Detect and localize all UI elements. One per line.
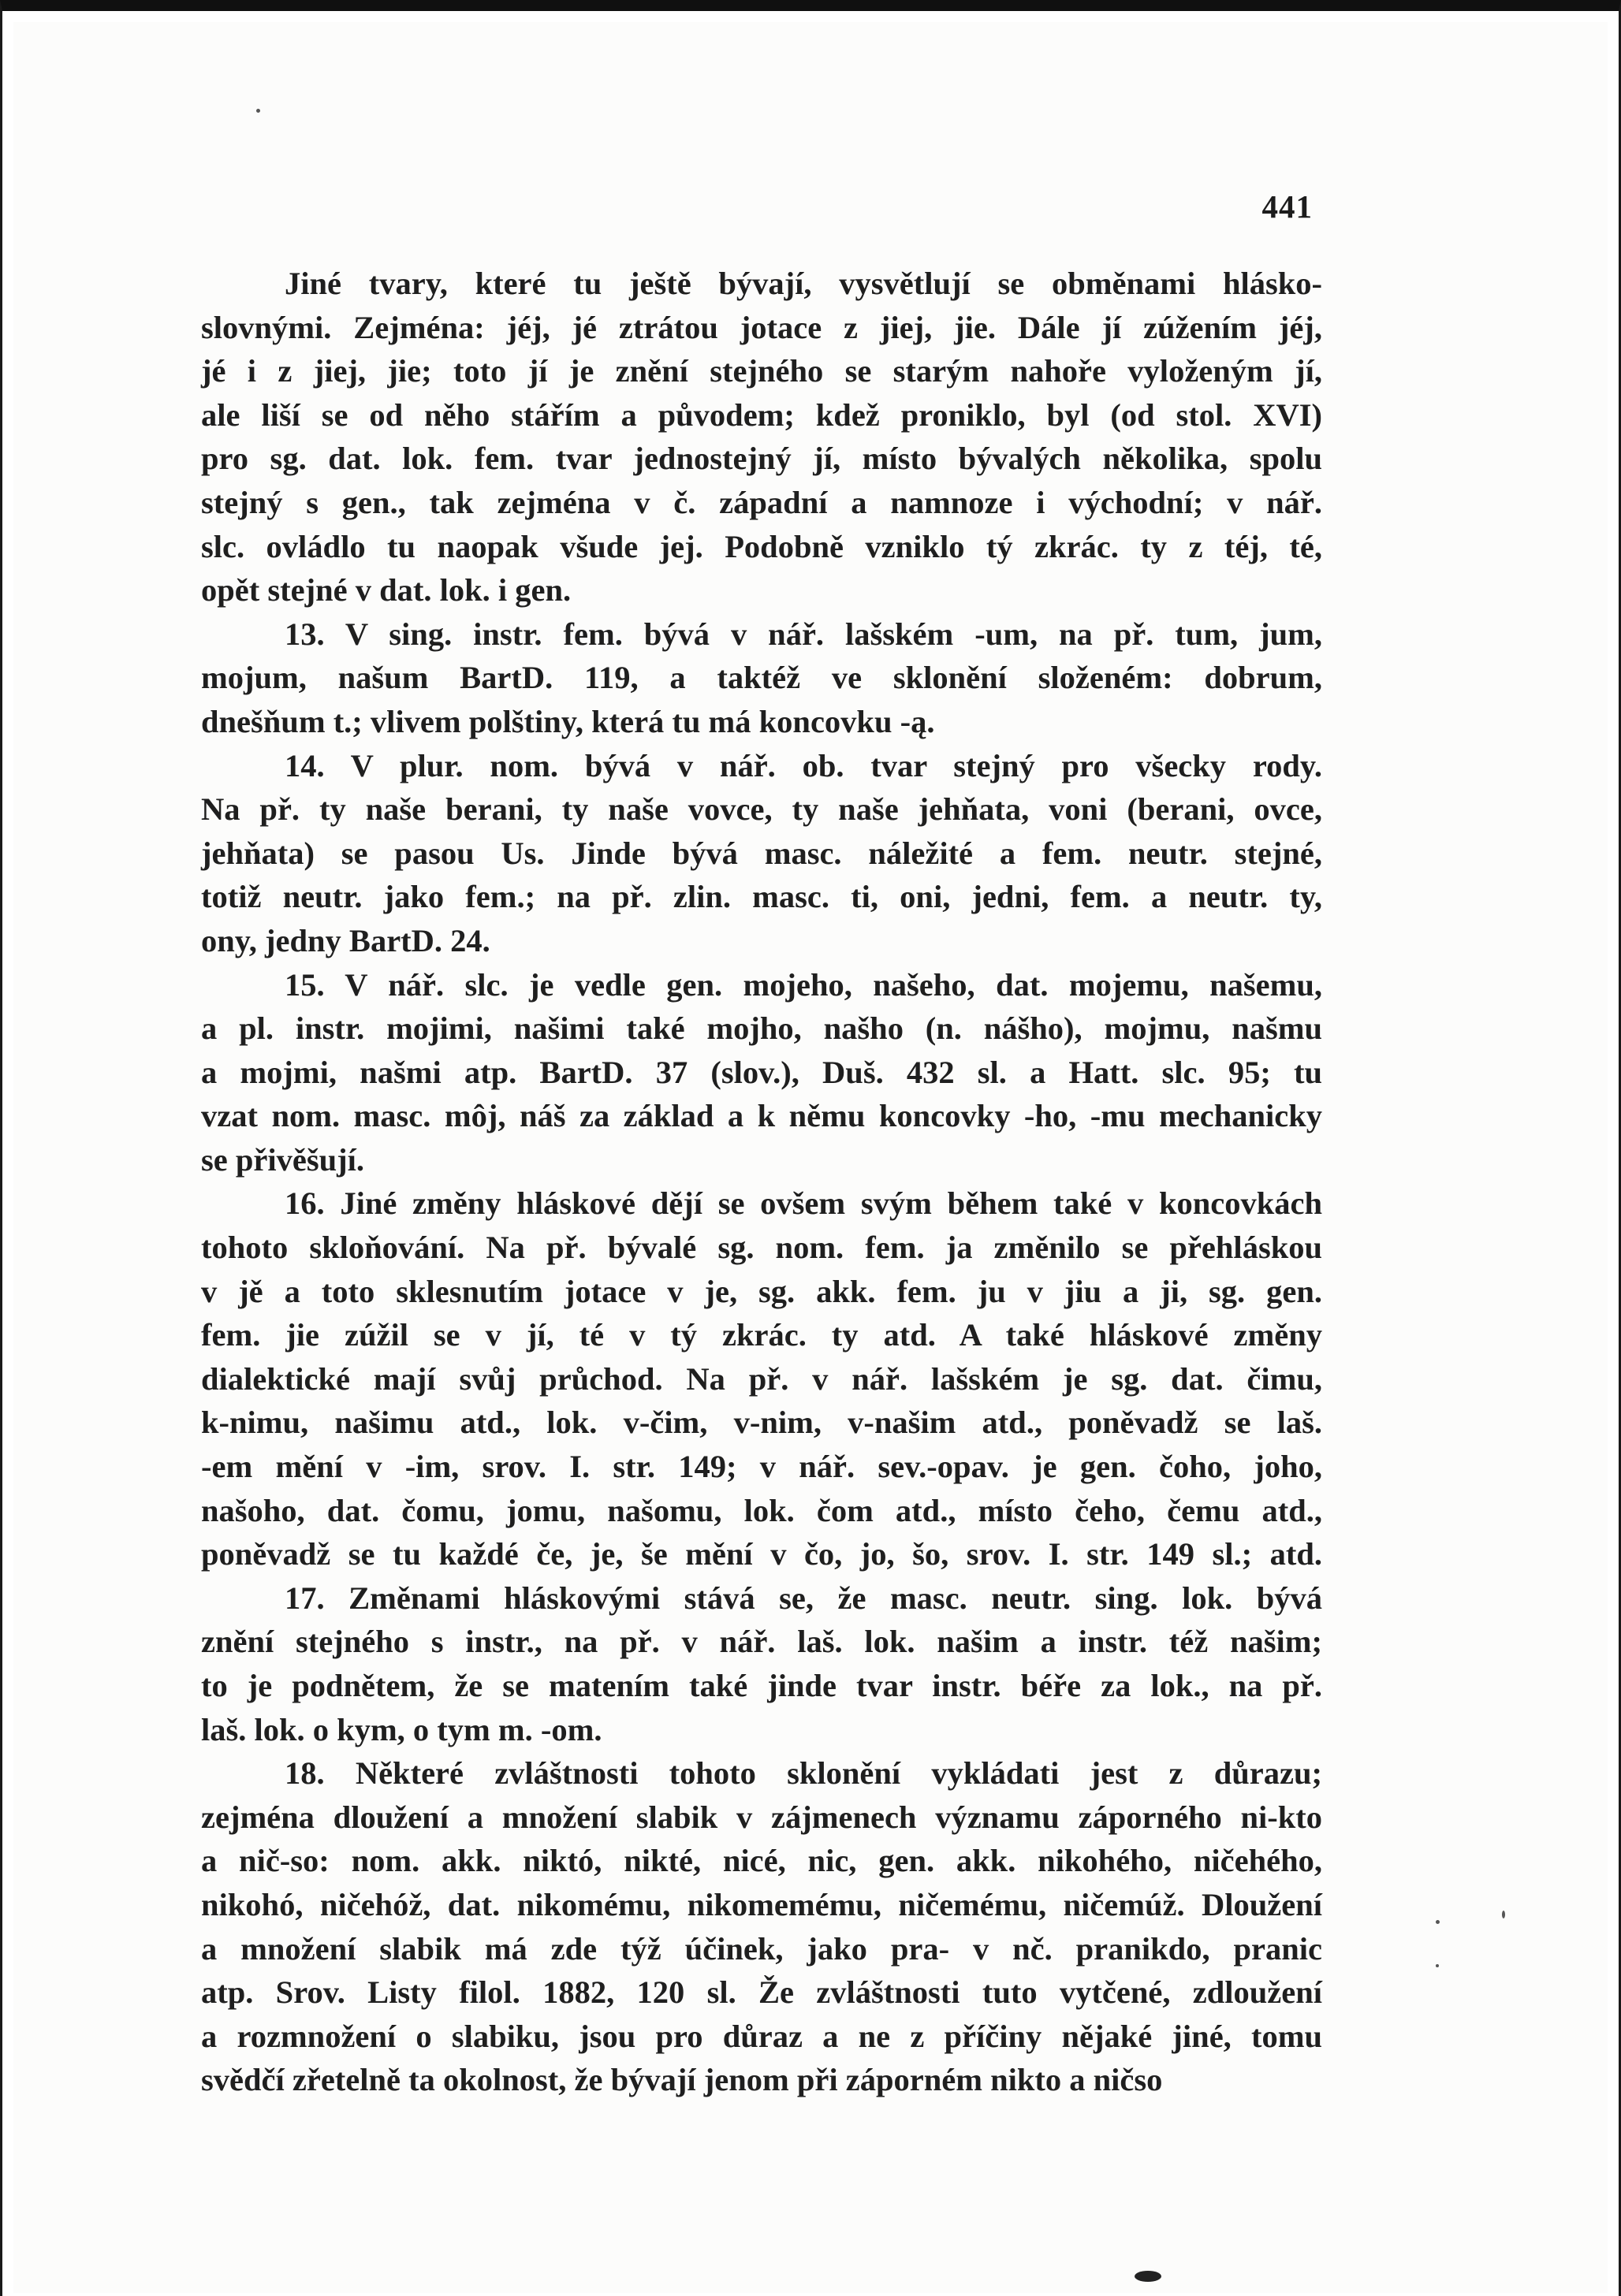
text-line: a nič-so: nom. akk. niktó, nikté, nicé, nic, gen. akk. nikohého, ničehého, xyxy=(201,1843,1322,1879)
text-line: 16. Jiné změny hláskové dějí se ovšem svým během také v koncovkách xyxy=(285,1185,1322,1222)
text-line: ony, jedny BartD. 24. xyxy=(201,922,490,958)
text-line: nikohó, ničehóž, dat. nikomému, nikomemému, ničemému, ničemúž. Dloužení xyxy=(201,1886,1322,1922)
scan-speck xyxy=(1436,1920,1440,1924)
text-line: jehňata) se pasou Us. Jinde bývá masc. náležité a fem. neutr. stejné, xyxy=(201,835,1322,871)
text-line: vzat nom. masc. môj, náš za základ a k němu koncovky -ho, -mu mechanicky xyxy=(201,1098,1322,1134)
text-line: totiž neutr. jako fem.; na př. zlin. masc. ti, oni, jedni, fem. a neutr. ty, xyxy=(201,879,1322,915)
text-line: a pl. instr. mojimi, našimi také mojho, našho (n. nášho), mojmu, našmu xyxy=(201,1010,1322,1047)
text-line: atp. Srov. Listy filol. 1882, 120 sl. Že zvláštnosti tuto vytčené, zdloužení xyxy=(201,1974,1322,2011)
text-line: dialektické mají svůj průchod. Na př. v nář. lašském je sg. dat. čimu, xyxy=(201,1360,1322,1397)
text-line: Na př. ty naše berani, ty naše vovce, ty naše jehňata, voni (berani, ovce, xyxy=(201,791,1322,828)
text-line: laš. lok. o kym, o tym m. -om. xyxy=(201,1711,602,1747)
text-line: v jě a toto sklesnutím jotace v je, sg. akk. fem. ju v jiu a ji, sg. gen. xyxy=(201,1273,1322,1309)
text-line: slc. ovládlo tu naopak všude jej. Podobně vzniklo tý zkrác. ty z téj, té, xyxy=(201,528,1322,564)
scan-speck xyxy=(256,109,260,113)
text-line: jé i z jiej, jie; toto jí je znění stejného se starým nahoře vyloženým jí, xyxy=(201,353,1322,389)
text-line: -em mění v -im, srov. I. str. 149; v nář. sev.-opav. je gen. čoho, joho, xyxy=(201,1449,1322,1485)
scan-speck xyxy=(1135,2271,1161,2282)
text-line: dnešňum t.; vlivem polštiny, která tu má koncovku -ą. xyxy=(201,703,935,739)
text-line: opět stejné v dat. lok. i gen. xyxy=(201,572,572,608)
text-line: 18. Některé zvláštnosti tohoto sklonění vykládati jest z důrazu; xyxy=(285,1755,1322,1792)
text-line: svědčí zřetelně ta okolnost, že bývají jenom při záporném nikto a ničso xyxy=(201,2062,1163,2098)
text-line: slovnými. Zejména: jéj, jé ztrátou jotace z jiej, jie. Dále jí zúžením jéj, xyxy=(201,309,1322,345)
text-line: mojum, našum BartD. 119, a taktéž ve sklonění složeném: dobrum, xyxy=(201,660,1322,696)
text-line: pro sg. dat. lok. fem. tvar jednostejný jí, místo bývalých několika, spolu xyxy=(201,441,1322,477)
text-line: 13. V sing. instr. fem. bývá v nář. lašském -um, na př. tum, jum, xyxy=(285,616,1322,652)
scan-speck xyxy=(1436,1964,1439,1967)
text-line: tohoto skloňování. Na př. bývalé sg. nom. fem. ja změnilo se přehláskou xyxy=(201,1230,1322,1266)
text-line: Jiné tvary, které tu ještě bývají, vysvětlují se obměnami hlásko- xyxy=(285,266,1322,301)
text-line: našoho, dat. čomu, jomu, našomu, lok. čom atd., místo čeho, čemu atd., xyxy=(201,1492,1322,1528)
text-line: fem. jie zúžil se v jí, té v tý zkrác. ty atd. A také hláskové změny xyxy=(201,1317,1322,1353)
text-line: k-nimu, našimu atd., lok. v-čim, v-nim, v-našim atd., poněvadž se laš. xyxy=(201,1405,1322,1441)
body-text xyxy=(201,262,1322,2102)
text-line: poněvadž se tu každé če, je, še mění v čo, jo, šo, srov. I. str. 149 sl.; atd. xyxy=(201,1536,1322,1572)
text-line: a mojmi, našmi atp. BartD. 37 (slov.), Duš. 432 sl. a Hatt. slc. 95; tu xyxy=(201,1054,1322,1090)
text-line: 14. V plur. nom. bývá v nář. ob. tvar stejný pro všecky rody. xyxy=(285,747,1322,783)
text-line: zejména dloužení a množení slabik v zájmenech významu záporného ni-kto xyxy=(201,1799,1322,1835)
page-number: 441 xyxy=(1261,188,1313,225)
text-line: a množení slabik má zde týž účinek, jako pra- v nč. pranikdo, pranic xyxy=(201,1930,1322,1967)
text-line: stejný s gen., tak zejména v č. západní a namnoze i východní; v nář. xyxy=(201,484,1322,520)
text-line: 17. Změnami hláskovými stává se, že masc. neutr. sing. lok. bývá xyxy=(285,1580,1322,1616)
text-line: znění stejného s instr., na př. v nář. laš. lok. našim a instr. též našim; xyxy=(201,1624,1322,1660)
text-line: se přivěšují. xyxy=(201,1141,364,1178)
text-line: 15. V nář. slc. je vedle gen. mojeho, našeho, dat. mojemu, našemu, xyxy=(285,966,1322,1003)
scan-speck xyxy=(1502,1911,1505,1918)
text-line: a rozmnožení o slabiku, jsou pro důraz a ne z příčiny nějaké jiné, tomu xyxy=(201,2018,1322,2054)
text-line: ale liší se od něho stářím a původem; kdež proniklo, byl (od stol. XVI) xyxy=(201,396,1322,433)
text-line: to je podnětem, že se matením také jinde tvar instr. béře za lok., na př. xyxy=(201,1668,1322,1703)
